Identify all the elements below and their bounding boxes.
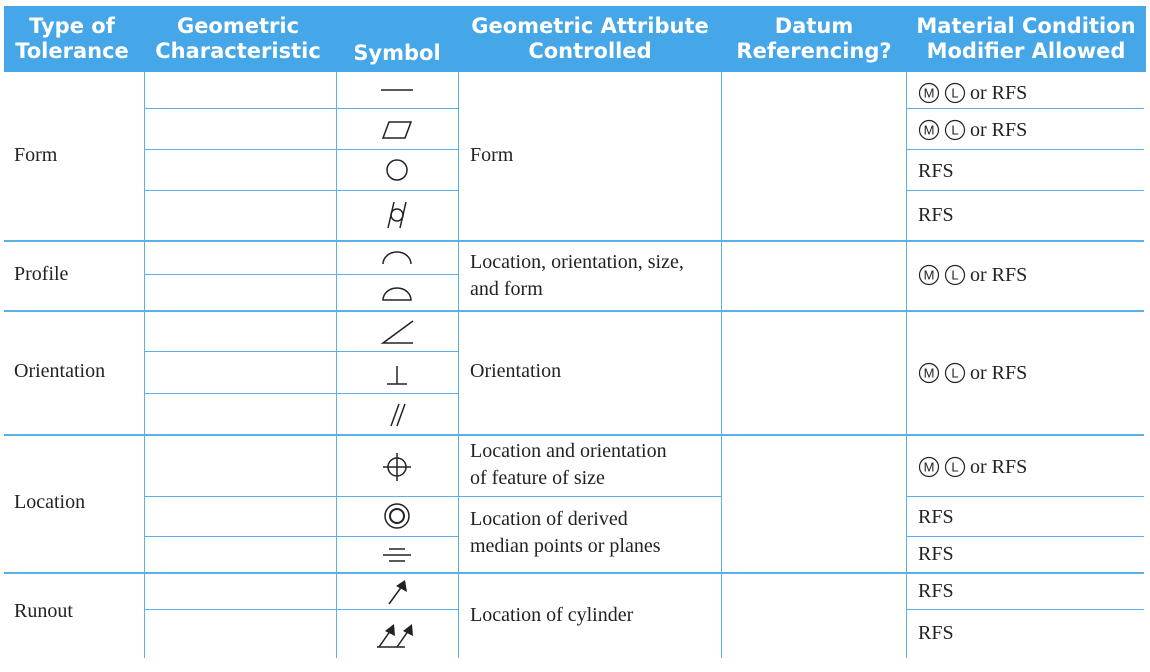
svg-text:L: L (951, 365, 959, 381)
row-rule (906, 609, 1144, 610)
mmc-icon (918, 362, 940, 384)
profile-of-surface-icon (336, 276, 458, 310)
svg-text:L: L (951, 459, 959, 475)
modifier-mlrfs: M L or RFS (918, 114, 1027, 146)
group-rule (4, 572, 1144, 574)
attribute-orientation: Orientation (470, 360, 562, 382)
mmc-icon (918, 264, 940, 286)
total-runout-icon (336, 612, 458, 656)
modifier-mlrfs: M L or RFS (918, 358, 1027, 388)
lmc-icon (944, 456, 966, 478)
attribute-profile: Location, orientation, size, and form (470, 251, 684, 300)
vertical-rule (906, 72, 907, 658)
modifier-rfs: RFS (918, 505, 954, 528)
svg-text:L: L (951, 85, 959, 101)
header-symbol: Symbol (336, 6, 458, 72)
svg-text:M: M (923, 85, 935, 101)
header-type-of-tolerance: Type of Tolerance (4, 6, 140, 72)
type-location: Location (14, 491, 86, 513)
type-form: Form (14, 144, 58, 166)
type-orientation: Orientation (14, 360, 106, 382)
group-rule (4, 434, 1144, 436)
concentricity-icon (336, 496, 458, 536)
lmc-icon (944, 362, 966, 384)
vertical-rule (721, 72, 722, 658)
svg-text:M: M (923, 122, 935, 138)
row-rule (458, 496, 722, 497)
svg-text:L: L (951, 267, 959, 283)
profile-of-line-icon (336, 242, 458, 274)
row-rule (906, 108, 1144, 109)
header-datum-referencing: Datum Referencing? (722, 6, 906, 72)
cylindricity-icon (336, 195, 458, 235)
flatness-icon (336, 110, 458, 150)
symmetry-icon (336, 536, 458, 574)
attribute-runout: Location of cylinder (470, 604, 634, 626)
modifier-rfs: RFS (918, 621, 954, 644)
row-rule (906, 190, 1144, 191)
mmc-icon (918, 82, 940, 104)
row-rule (144, 190, 458, 191)
modifier-rfs: RFS (918, 542, 954, 565)
straightness-icon (336, 70, 458, 110)
row-rule (906, 496, 1144, 497)
modifier-mlrfs: M L or RFS (918, 452, 1027, 482)
header-geometric-characteristic: Geometric Characteristic (140, 6, 336, 72)
group-rule (4, 310, 1144, 312)
vertical-rule (458, 72, 459, 658)
mmc-icon (918, 119, 940, 141)
circularity-icon (336, 150, 458, 190)
parallelism-icon (336, 395, 458, 435)
svg-text:M: M (923, 267, 935, 283)
attribute-location-feature: Location and orientation of feature of size (470, 440, 667, 489)
position-icon (336, 447, 458, 487)
modifier-mlrfs: M L or RFS (918, 78, 1027, 108)
perpendicularity-icon (336, 355, 458, 395)
modifier-rfs: RFS (918, 579, 954, 602)
header-material-condition: Material Condition Modifier Allowed (906, 6, 1146, 72)
group-rule (4, 240, 1144, 242)
mmc-icon (918, 456, 940, 478)
row-rule (144, 274, 458, 275)
attribute-form: Form (470, 144, 514, 166)
lmc-icon (944, 82, 966, 104)
lmc-icon (944, 119, 966, 141)
type-profile: Profile (14, 263, 69, 285)
header-geometric-attribute: Geometric Attribute Controlled (458, 6, 722, 72)
vertical-rule (144, 72, 145, 658)
svg-text:M: M (923, 459, 935, 475)
modifier-rfs: RFS (918, 203, 954, 226)
svg-text:L: L (951, 122, 959, 138)
circular-runout-icon (336, 572, 458, 612)
svg-text:M: M (923, 365, 935, 381)
row-rule (906, 149, 1144, 150)
modifier-rfs: RFS (918, 159, 954, 182)
type-runout: Runout (14, 600, 73, 622)
attribute-location-median: Location of derived median points or planes (470, 508, 661, 557)
angularity-icon (336, 312, 458, 352)
modifier-mlrfs: M L or RFS (918, 260, 1027, 290)
row-rule (906, 536, 1144, 537)
lmc-icon (944, 264, 966, 286)
